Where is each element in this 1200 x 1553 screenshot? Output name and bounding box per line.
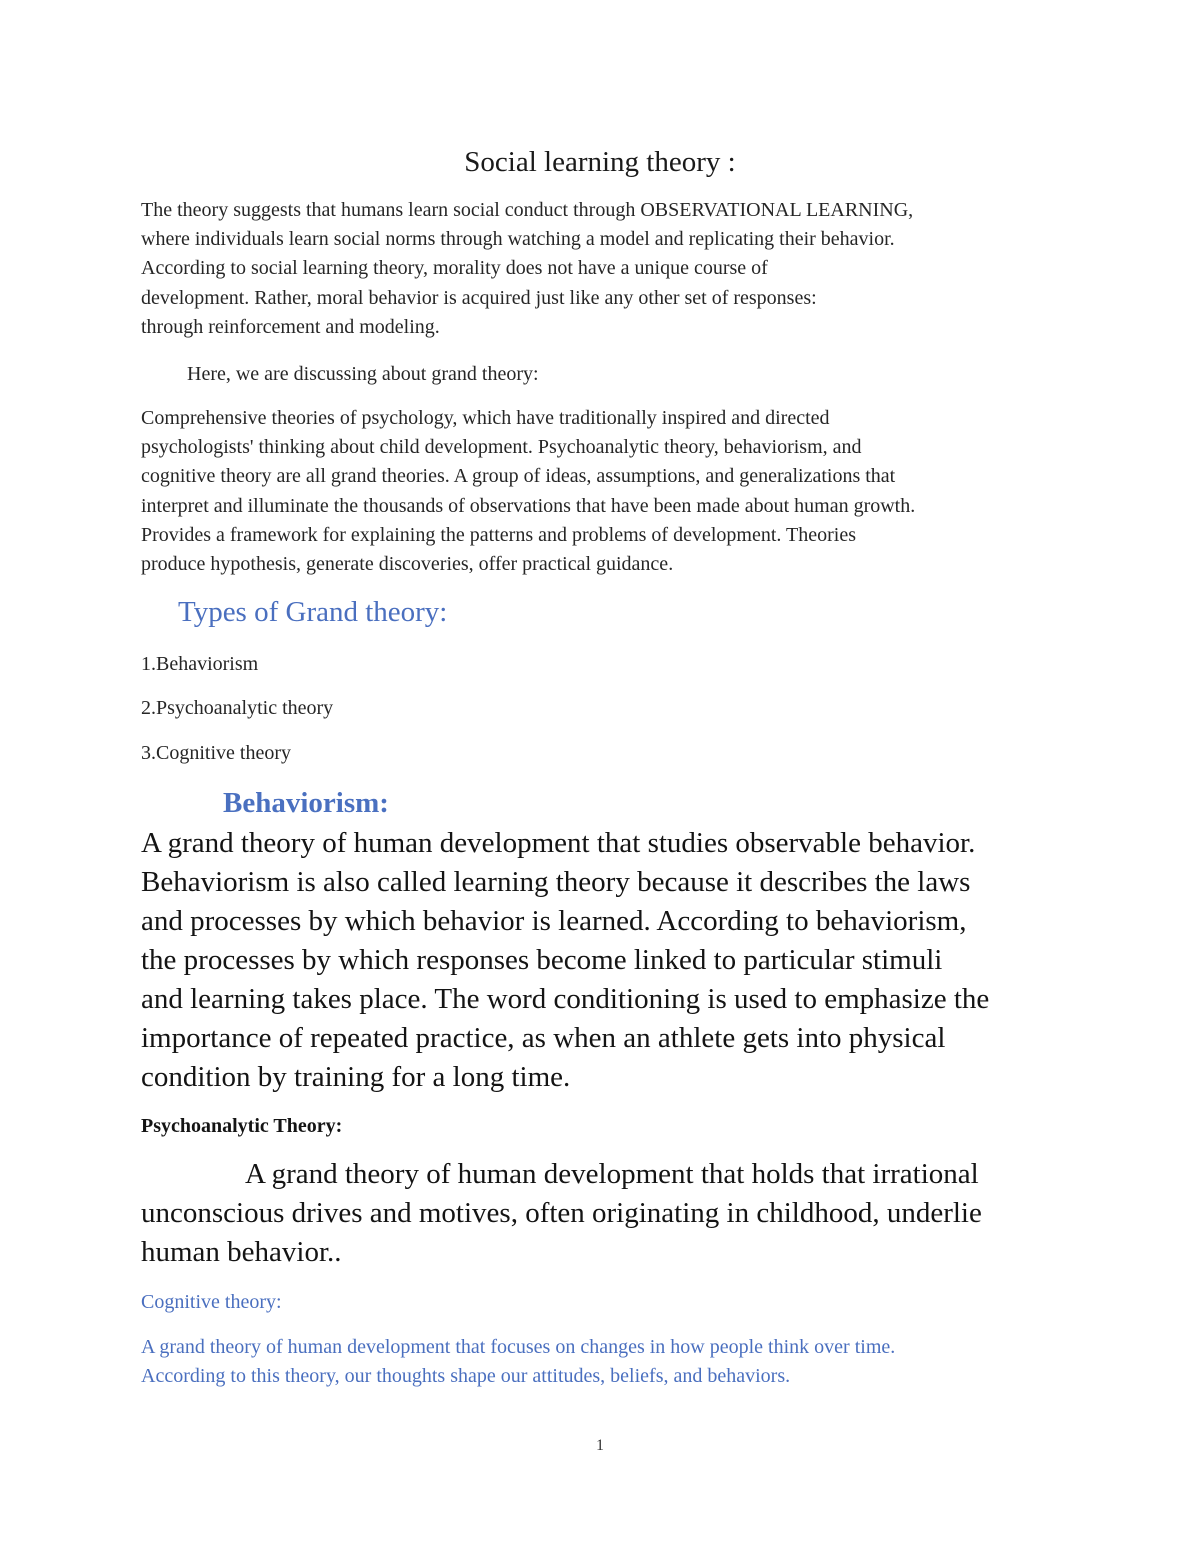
psychoanalytic-heading: Psychoanalytic Theory:: [141, 1115, 343, 1137]
comprehensive-line: produce hypothesis, generate discoveries, offer practical guidance.: [141, 553, 674, 576]
cognitive-paragraph: [141, 1333, 1071, 1391]
psychoanalytic-line: unconscious drives and motives, often originating in childhood, underlie: [141, 1197, 982, 1229]
behaviorism-line: condition by training for a long time.: [141, 1061, 571, 1093]
intro-paragraph: [141, 196, 1071, 342]
comprehensive-line: Comprehensive theories of psychology, which have traditionally inspired and directed: [141, 407, 830, 429]
comprehensive-line: interpret and illuminate the thousands of observations that have been made about human growth.: [141, 494, 916, 517]
intro-line: through reinforcement and modeling.: [141, 315, 440, 338]
behaviorism-heading: Behaviorism:: [223, 787, 389, 819]
document-title: Social learning theory :: [464, 146, 736, 178]
behaviorism-line: and learning takes place. The word conditioning is used to emphasize the: [141, 983, 990, 1015]
page-number: 1: [596, 1437, 604, 1454]
intro-line: development. Rather, moral behavior is acquired just like any other set of responses:: [141, 286, 817, 309]
list-item: 1.Behaviorism: [141, 653, 259, 675]
behaviorism-line: A grand theory of human development that studies observable behavior.: [141, 827, 976, 859]
psychoanalytic-line: A grand theory of human development that holds that irrational: [245, 1158, 979, 1190]
cognitive-line: A grand theory of human development that focuses on changes in how people think over time.: [141, 1336, 896, 1358]
behaviorism-line: importance of repeated practice, as when an athlete gets into physical: [141, 1022, 946, 1054]
intro-line: where individuals learn social norms through watching a model and replicating their behavior.: [141, 228, 895, 251]
comprehensive-line: psychologists' thinking about child development. Psychoanalytic theory, behaviorism, and: [141, 436, 862, 459]
cognitive-line: According to this theory, our thoughts shape our attitudes, beliefs, and behaviors.: [141, 1365, 791, 1388]
comprehensive-line: cognitive theory are all grand theories. A group of ideas, assumptions, and generalizations that: [141, 465, 896, 488]
psychoanalytic-paragraph: [141, 1155, 1071, 1272]
psychoanalytic-line: human behavior..: [141, 1236, 342, 1268]
comprehensive-paragraph: [141, 404, 1071, 579]
intro-line: According to social learning theory, morality does not have a unique course of: [141, 257, 768, 280]
grand-theory-intro: Here, we are discussing about grand theory:: [187, 363, 539, 385]
behaviorism-line: Behaviorism is also called learning theory because it describes the laws: [141, 866, 971, 898]
types-heading: Types of Grand theory:: [178, 596, 448, 628]
list-item: 3.Cognitive theory: [141, 742, 291, 764]
list-item: 2.Psychoanalytic theory: [141, 697, 334, 719]
comprehensive-line: Provides a framework for explaining the patterns and problems of development. Theories: [141, 523, 856, 546]
behaviorism-line: and processes by which behavior is learned. According to behaviorism,: [141, 905, 967, 937]
behaviorism-paragraph: [141, 824, 1071, 1097]
behaviorism-line: the processes by which responses become linked to particular stimuli: [141, 944, 943, 976]
intro-line: The theory suggests that humans learn social conduct through OBSERVATIONAL LEARNING,: [141, 199, 914, 221]
cognitive-heading: Cognitive theory:: [141, 1291, 282, 1313]
